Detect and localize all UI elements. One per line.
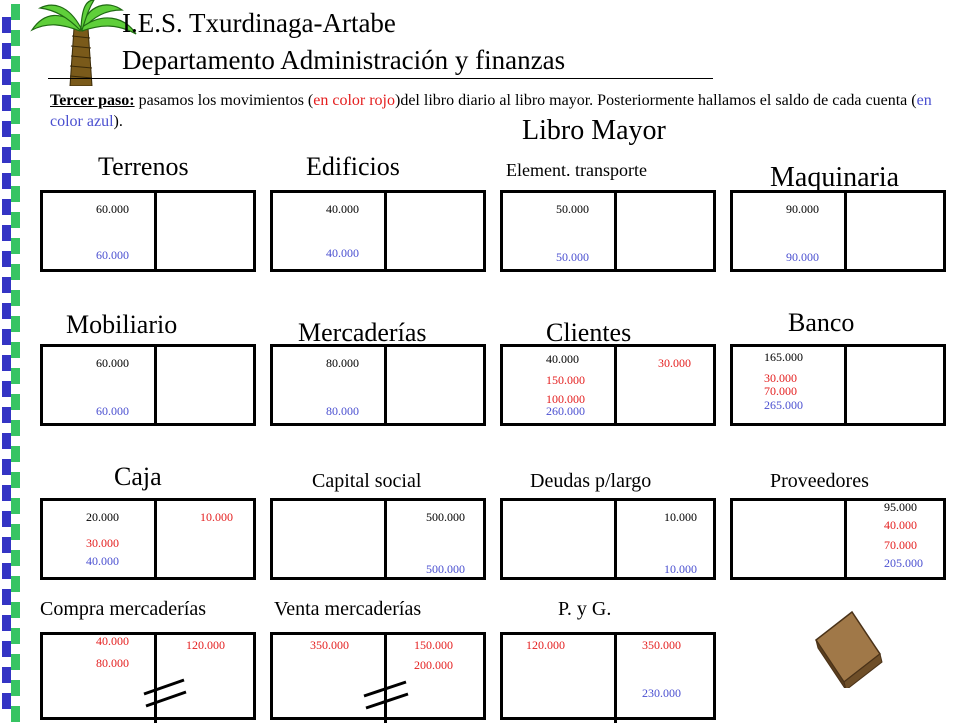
t-account-line (270, 498, 486, 501)
t-account-line (500, 577, 716, 580)
stripe-square (11, 238, 20, 254)
credit-amount: 10.000 (200, 510, 233, 524)
debit-amount: 50.000 (556, 250, 589, 264)
decorative-stripe (0, 0, 22, 720)
credit-amount: 350.000 (642, 638, 681, 652)
step-label: Tercer paso: (50, 92, 135, 109)
stripe-square (2, 407, 11, 423)
department-title: Departamento Administración y finanzas (122, 45, 566, 75)
credit-amount: 500.000 (426, 562, 465, 576)
stripe-square (2, 251, 11, 267)
stripe-square (2, 693, 11, 709)
t-account-line (384, 347, 387, 426)
stripe-square (2, 511, 11, 527)
t-account-line (40, 498, 43, 580)
debit-amount: 40.000 (326, 202, 359, 216)
credit-amount: 205.000 (884, 556, 923, 570)
stripe-square (11, 30, 20, 46)
t-account-line (844, 193, 847, 272)
stripe-square (2, 485, 11, 501)
account-name: Proveedores (770, 470, 869, 492)
t-account-line (500, 498, 716, 501)
ledger-account-8 (40, 460, 256, 580)
debit-amount: 60.000 (96, 404, 129, 418)
stripe-square (2, 641, 11, 657)
t-account-line (384, 193, 387, 272)
stripe-square (11, 576, 20, 592)
stripe-square (2, 459, 11, 475)
account-name: P. y G. (558, 598, 612, 620)
stripe-square (2, 17, 11, 33)
t-account-line (713, 632, 716, 720)
ledger-account-1 (270, 152, 486, 272)
account-name: Venta mercaderías (274, 598, 422, 620)
debit-amount: 260.000 (546, 404, 585, 418)
t-account-line (500, 498, 503, 580)
account-name: Maquinaria (770, 162, 900, 193)
stripe-square (11, 186, 20, 202)
stripe-square (11, 342, 20, 358)
t-account-line (40, 498, 256, 501)
stripe-square (11, 680, 20, 696)
ledger-account-9 (270, 460, 486, 580)
debit-amount: 30.000 (86, 536, 119, 550)
blue-legend-text: en color azul (50, 92, 932, 130)
debit-amount: 90.000 (786, 202, 819, 216)
ledger-account-6 (500, 306, 716, 426)
t-account-line (270, 344, 273, 426)
debit-amount: 100.000 (546, 392, 585, 406)
ledger-account-10 (500, 460, 716, 580)
account-name: Deudas p/largo (530, 470, 652, 492)
stripe-square (11, 602, 20, 618)
t-account-line (730, 269, 946, 272)
account-name: Capital social (312, 470, 422, 492)
stripe-square (2, 615, 11, 631)
t-account-line (943, 344, 946, 426)
t-account-line (270, 577, 486, 580)
stripe-square (11, 108, 20, 124)
stripe-square (2, 563, 11, 579)
t-account-line (614, 193, 617, 272)
t-account-line (730, 344, 733, 426)
t-account-line (253, 344, 256, 426)
t-account-line (844, 347, 847, 426)
ledger-account-0 (40, 152, 256, 272)
t-account-line (713, 344, 716, 426)
t-account-line (713, 190, 716, 272)
t-account-line (40, 577, 256, 580)
t-account-line (730, 423, 946, 426)
t-account-line (500, 344, 503, 426)
t-account-line (713, 498, 716, 580)
account-name: Terrenos (98, 152, 189, 181)
red-legend-text: en color rojo (313, 92, 395, 109)
ledger-account-11 (730, 460, 946, 580)
stripe-square (11, 82, 20, 98)
debit-amount: 80.000 (326, 404, 359, 418)
t-account-line (483, 632, 486, 720)
debit-amount: 80.000 (96, 656, 129, 670)
debit-amount: 60.000 (96, 356, 129, 370)
stripe-square (11, 498, 20, 514)
debit-amount: 40.000 (546, 352, 579, 366)
debit-amount: 50.000 (556, 202, 589, 216)
eraser-icon (810, 604, 886, 688)
stripe-square (2, 69, 11, 85)
account-name: Edificios (306, 152, 400, 181)
ledger-account-14 (500, 594, 716, 720)
credit-amount: 95.000 (884, 500, 917, 514)
header-divider (48, 78, 713, 79)
stripe-square (11, 368, 20, 384)
stripe-square (11, 628, 20, 644)
stripe-square (2, 95, 11, 111)
t-account-line (270, 269, 486, 272)
stripe-square (11, 472, 20, 488)
credit-amount: 200.000 (414, 658, 453, 672)
stripe-square (11, 420, 20, 436)
stripe-square (11, 4, 20, 20)
debit-amount: 60.000 (96, 248, 129, 262)
stripe-square (2, 433, 11, 449)
t-account-line (614, 501, 617, 580)
stripe-square (2, 147, 11, 163)
debit-amount: 40.000 (96, 634, 129, 648)
debit-amount: 70.000 (764, 384, 797, 398)
stripe-square (2, 199, 11, 215)
debit-amount: 150.000 (546, 373, 585, 387)
credit-amount: 150.000 (414, 638, 453, 652)
t-account-line (500, 269, 716, 272)
debit-amount: 120.000 (526, 638, 565, 652)
t-account-line (270, 632, 273, 720)
debit-amount: 40.000 (86, 554, 119, 568)
debit-amount: 90.000 (786, 250, 819, 264)
t-account-line (40, 269, 256, 272)
t-account-line (614, 635, 617, 723)
stripe-square (2, 381, 11, 397)
t-account-line (500, 190, 716, 193)
t-account-line (270, 190, 273, 272)
debit-amount: 265.000 (764, 398, 803, 412)
credit-amount: 70.000 (884, 538, 917, 552)
t-account-line (270, 423, 486, 426)
stripe-square (11, 290, 20, 306)
t-account-line (270, 190, 486, 193)
credit-amount: 230.000 (642, 686, 681, 700)
stripe-square (11, 550, 20, 566)
ledger-account-3 (730, 152, 946, 272)
account-name: Mercaderías (298, 318, 427, 347)
credit-amount: 10.000 (664, 510, 697, 524)
t-account-line (154, 501, 157, 580)
t-account-line (730, 577, 946, 580)
stripe-square (11, 654, 20, 670)
t-account-line (253, 190, 256, 272)
account-name: Compra mercaderías (40, 598, 207, 620)
account-name: Caja (114, 462, 162, 491)
t-account-line (40, 632, 256, 635)
debit-amount: 80.000 (326, 356, 359, 370)
intro-text-3: ). (113, 113, 123, 130)
t-account-line (943, 498, 946, 580)
stripe-square (11, 524, 20, 540)
account-name: Banco (788, 308, 855, 337)
t-account-line (154, 347, 157, 426)
credit-amount: 500.000 (426, 510, 465, 524)
stripe-square (2, 121, 11, 137)
account-name: Element. transporte (506, 160, 647, 180)
stripe-square (11, 56, 20, 72)
stripe-square (2, 303, 11, 319)
t-account-line (40, 190, 256, 193)
stripe-square (11, 134, 20, 150)
stripe-square (2, 667, 11, 683)
t-account-line (483, 498, 486, 580)
stripe-square (2, 43, 11, 59)
stripe-square (11, 212, 20, 228)
libro-mayor-heading: Libro Mayor (522, 115, 666, 146)
debit-amount: 165.000 (764, 350, 803, 364)
t-account-line (40, 344, 43, 426)
t-account-line (40, 344, 256, 347)
t-account-line (500, 632, 503, 720)
ledger-account-7 (730, 306, 946, 426)
t-account-line (384, 501, 387, 580)
t-account-line (500, 423, 716, 426)
stripe-square (11, 394, 20, 410)
t-account-line (730, 498, 733, 580)
t-account-line (844, 501, 847, 580)
t-account-line (730, 190, 733, 272)
t-account-line (270, 632, 486, 635)
t-account-line (253, 498, 256, 580)
t-account-line (500, 632, 716, 635)
credit-amount: 30.000 (658, 356, 691, 370)
t-account-line (154, 193, 157, 272)
stripe-square (2, 355, 11, 371)
stripe-square (2, 225, 11, 241)
t-account-line (730, 344, 946, 347)
debit-amount: 60.000 (96, 202, 129, 216)
double-line-mark-icon (140, 676, 190, 710)
debit-amount: 40.000 (326, 246, 359, 260)
t-account-line (40, 190, 43, 272)
credit-amount: 120.000 (186, 638, 225, 652)
ledger-account-5 (270, 306, 486, 426)
ledger-account-4 (40, 306, 256, 426)
credit-amount: 40.000 (884, 518, 917, 532)
ledger-account-2 (500, 152, 716, 272)
stripe-square (2, 277, 11, 293)
stripe-square (2, 537, 11, 553)
t-account-line (270, 498, 273, 580)
t-account-line (483, 190, 486, 272)
stripe-square (11, 316, 20, 332)
debit-amount: 350.000 (310, 638, 349, 652)
t-account-line (253, 632, 256, 720)
account-name: Clientes (546, 318, 632, 347)
intro-text-1: pasamos los movimientos ( (134, 92, 314, 109)
t-account-line (40, 423, 256, 426)
credit-amount: 10.000 (664, 562, 697, 576)
school-title: I.E.S. Txurdinaga-Artabe (122, 8, 396, 38)
stripe-square (2, 589, 11, 605)
t-account-line (943, 190, 946, 272)
stripe-square (2, 173, 11, 189)
t-account-line (500, 190, 503, 272)
t-account-line (483, 344, 486, 426)
debit-amount: 30.000 (764, 371, 797, 385)
stripe-square (2, 329, 11, 345)
t-account-line (40, 632, 43, 720)
stripe-square (11, 160, 20, 176)
account-name: Mobiliario (66, 310, 178, 339)
stripe-square (11, 446, 20, 462)
double-line-mark-icon (360, 678, 412, 712)
debit-amount: 20.000 (86, 510, 119, 524)
instructions-text (50, 90, 940, 132)
t-account-line (614, 347, 617, 426)
stripe-square (11, 264, 20, 280)
intro-text-2: )del libro diario al libro mayor. Posteriormente hallamos el saldo de cada cuenta ( (395, 92, 917, 109)
